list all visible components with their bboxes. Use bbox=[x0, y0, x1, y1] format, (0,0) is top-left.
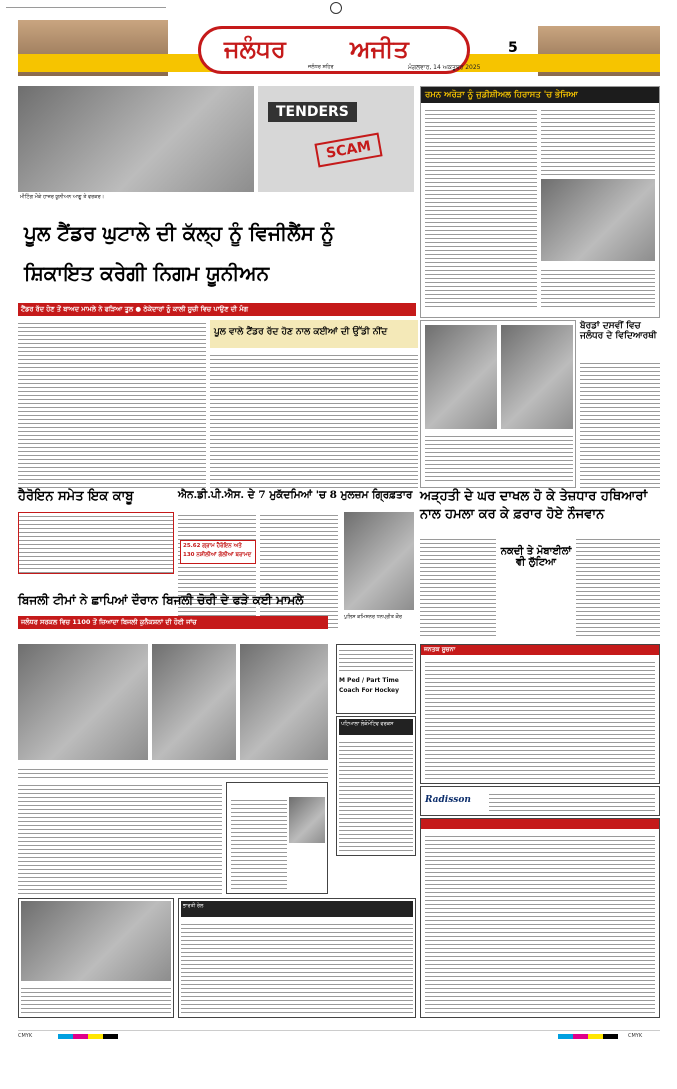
power-photo-caption bbox=[18, 766, 328, 778]
attack-body-col1 bbox=[420, 536, 496, 636]
attack-headline-1: ਅੜ੍ਹਤੀ ਦੇ ਘਰ ਦਾਖਲ ਹੋ ਕੇ ਤੇਜ਼ਧਾਰ ਹਥਿਆਰਾਂ bbox=[420, 489, 648, 504]
students-story bbox=[420, 320, 576, 488]
tenders-graphic bbox=[258, 86, 414, 192]
footer-left: CMYK bbox=[18, 1033, 33, 1039]
attack-sidebox-text: ਨਕਦੀ ਤੇ ਮੋਬਾਈਲਾਂ ਵੀ ਲੁੱਟਿਆ bbox=[500, 546, 572, 568]
locomotive-table bbox=[339, 739, 413, 853]
lead-body-col2 bbox=[210, 352, 418, 488]
heroin-story bbox=[18, 490, 174, 580]
locomotive-title: ਪਟਿਆਲਾ ਲੋਕੋਮੋਟਿਵ ਵਰਕਸ bbox=[341, 721, 394, 727]
coach-ad bbox=[336, 644, 416, 714]
attack-body-col2 bbox=[576, 536, 660, 636]
tender-notice-table bbox=[181, 921, 413, 1015]
power-photo-2 bbox=[152, 644, 236, 760]
tenders-label: TENDERS bbox=[268, 102, 357, 122]
registration-mark bbox=[330, 2, 342, 14]
public-notice-body bbox=[425, 659, 655, 781]
event-caption bbox=[21, 985, 171, 1015]
print-footer bbox=[18, 1030, 660, 1040]
tender-notice bbox=[178, 898, 416, 1018]
army-notice bbox=[420, 818, 660, 1018]
lead-photo-caption: ਮੀਟਿੰਗ ਮੌਕੇ ਹਾਜ਼ਰ ਯੂਨੀਅਨ ਆਗੂ ਤੇ ਵਰਕਰ। bbox=[20, 194, 105, 200]
lead-headline-1: ਪੂਲ ਟੈਂਡਰ ਘੁਟਾਲੇ ਦੀ ਕੱਲ੍ਹ ਨੂੰ ਵਿਜੀਲੈਂਸ ਨੂੰ bbox=[24, 221, 334, 245]
board-story bbox=[580, 322, 660, 488]
public-notice-header: ਜਨਤਕ ਸੂਚਨਾ bbox=[421, 645, 659, 655]
lead-body-col1 bbox=[18, 320, 206, 488]
power-photo-3 bbox=[240, 644, 328, 760]
masthead-date: ਮੰਗਲਵਾਰ, 14 ਅਕਤੂਬਰ 2025 bbox=[408, 64, 481, 71]
raman-headline: ਰਮਨ ਅਰੋੜਾ ਨੂੰ ਜੁਡੀਸ਼ੀਅਲ ਹਿਰਾਸਤ 'ਚ ਭੇਜਿਆ bbox=[425, 90, 578, 100]
print-header bbox=[0, 0, 677, 22]
color-bar-right bbox=[558, 1034, 618, 1039]
raman-photo bbox=[541, 179, 655, 261]
raman-body-col3 bbox=[541, 267, 655, 309]
scam-stamp: SCAM bbox=[314, 133, 382, 168]
masthead bbox=[18, 20, 660, 90]
page-number: 5 bbox=[508, 40, 518, 56]
public-notice bbox=[420, 644, 660, 784]
student-photo-1 bbox=[425, 325, 497, 429]
attack-headline-2: ਨਾਲ ਹਮਲਾ ਕਰ ਕੇ ਫ਼ਰਾਰ ਹੋਏ ਨੌਜਵਾਨ bbox=[420, 507, 605, 523]
raman-body-col2 bbox=[541, 107, 655, 175]
raman-headline-bar bbox=[421, 87, 659, 103]
board-body bbox=[580, 360, 660, 488]
locomotive-header bbox=[339, 719, 413, 735]
heroin-headline: ਹੈਰੋਇਨ ਸਮੇਤ ਇਕ ਕਾਬੂ bbox=[18, 489, 134, 504]
masthead-title-part1: ਜਲੰਧਰ bbox=[224, 34, 286, 63]
army-notice-header bbox=[421, 819, 659, 829]
masthead-subtitle: ਜਲੰਧਰ ਸ਼ਹਿਰ bbox=[308, 64, 334, 70]
ndps-headline: ਐਨ.ਡੀ.ਪੀ.ਐਸ. ਦੇ 7 ਮੁਕੱਦਮਿਆਂ 'ਚ 8 ਮੁਲਜ਼ਮ ਗ੍ਰਿਫ਼ਤਾਰ bbox=[178, 489, 413, 501]
ndps-body-col1 bbox=[178, 512, 256, 628]
radisson-logo: Radisson bbox=[425, 795, 471, 805]
radisson-ad-text bbox=[489, 791, 655, 813]
coach-ad-line2: Coach For Hockey bbox=[339, 687, 400, 694]
raman-body-col1 bbox=[425, 107, 537, 307]
inner-head: ਪੂਲ ਵਾਲੇ ਟੈਂਡਰ ਰੱਦ ਹੋਣ ਨਾਲ ਕਈਆਂ ਦੀ ਉੱਡੀ ਨੀਂਦ bbox=[214, 327, 388, 337]
coach-ad-text bbox=[339, 647, 413, 673]
event-photo bbox=[21, 901, 171, 981]
ndps-highlight bbox=[180, 540, 256, 564]
ndps-officer-photo bbox=[344, 512, 414, 610]
heroin-body bbox=[18, 512, 174, 574]
lead-subhead: ਟੈਂਡਰ ਰੱਦ ਹੋਣ ਤੋਂ ਬਾਅਦ ਮਾਮਲੇ ਨੇ ਫੜਿਆ ਤੂਲ ● ਠੇਕੇਦਾਰਾਂ ਨੂੰ ਕਾਲੀ ਸੂਚੀ ਵਿਚ ਪਾਉਣ ਦੀ ਮੰਗ bbox=[18, 303, 416, 316]
power-photo-1 bbox=[18, 644, 148, 760]
power-headline: ਬਿਜਲੀ ਟੀਮਾਂ ਨੇ ਛਾਪਿਆਂ ਦੌਰਾਨ ਬਿਜਲੀ ਚੋਰੀ ਦੇ ਫੜੇ ਕਈ ਮਾਮਲੇ bbox=[18, 593, 304, 607]
raman-story bbox=[420, 86, 660, 318]
radisson-ad bbox=[420, 786, 660, 816]
attack-story bbox=[420, 490, 660, 640]
inner-head-box bbox=[210, 320, 418, 348]
ndps-highlight-2: 130 ਨਸ਼ੀਲੀਆਂ ਗੋਲੀਆਂ ਬਰਾਮਦ bbox=[183, 552, 252, 558]
army-notice-body bbox=[425, 833, 655, 1013]
print-slug bbox=[6, 4, 166, 9]
color-bar-left bbox=[58, 1034, 118, 1039]
power-sidebar-photo bbox=[289, 797, 325, 843]
footer-right: CMYK bbox=[628, 1033, 643, 1039]
masthead-title-part2: ਅਜੀਤ bbox=[350, 34, 409, 63]
attack-sidebox bbox=[500, 546, 572, 606]
power-sidebar-text bbox=[231, 797, 287, 891]
students-caption bbox=[425, 433, 573, 483]
power-sidebar bbox=[226, 782, 328, 894]
student-photo-2 bbox=[501, 325, 573, 429]
ndps-photo-caption: ਪੁਲਿਸ ਕਮਿਸ਼ਨਰ ਧਨਪ੍ਰੀਤ ਕੌਰ bbox=[344, 614, 402, 620]
locomotive-notice bbox=[336, 716, 416, 856]
event-photo-block bbox=[18, 898, 174, 1018]
tender-notice-header bbox=[181, 901, 413, 917]
power-body bbox=[18, 782, 222, 894]
lead-group-photo bbox=[18, 86, 254, 192]
tender-notice-title: ਭਾਰਤੀ ਰੇਲ bbox=[183, 903, 204, 909]
board-headline: ਬੋਰਡਾਂ ਦਸਵੀਂ ਵਿਚ ਜਲੰਧਰ ਦੇ ਵਿਦਿਆਰਥੀ bbox=[580, 321, 657, 341]
ndps-highlight-1: 25.62 ਗ੍ਰਾਮ ਹੈਰੋਇਨ ਅਤੇ bbox=[183, 543, 242, 549]
ndps-body-col2 bbox=[260, 512, 338, 628]
power-subhead: ਜਲੰਧਰ ਸਰਕਲ ਵਿਚ 1100 ਤੋਂ ਜ਼ਿਆਦਾ ਬਿਜਲੀ ਕੁਨੈਕਸ਼ਨਾਂ ਦੀ ਹੋਈ ਜਾਂਚ bbox=[18, 616, 328, 629]
lead-headline-2: ਸ਼ਿਕਾਇਤ ਕਰੇਗੀ ਨਿਗਮ ਯੂਨੀਅਨ bbox=[24, 261, 270, 285]
coach-ad-line1: M Ped / Part Time bbox=[339, 677, 399, 684]
